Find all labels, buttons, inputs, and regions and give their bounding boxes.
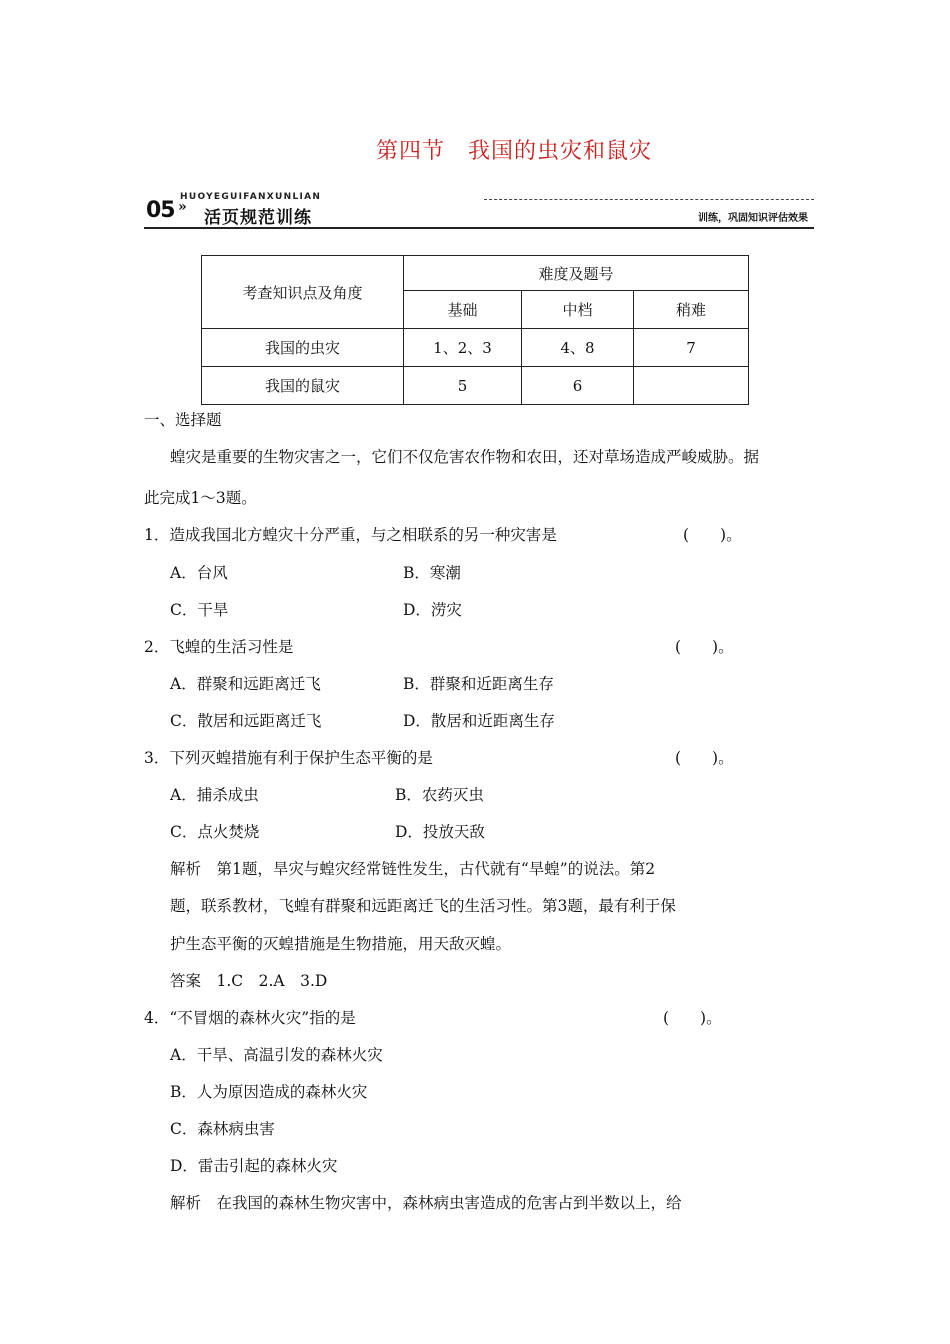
banner-dashed-line — [484, 199, 814, 200]
banner-name: 活页规范训练 — [204, 208, 312, 228]
table-cell-basic: 1、2、3 — [404, 329, 522, 367]
question-4-stem: 4．“不冒烟的森林火灾”指的是 — [144, 1009, 356, 1027]
table-cell-medium: 4、8 — [522, 329, 634, 367]
question-1-option-d: D．涝灾 — [403, 601, 462, 619]
question-1-stem: 1．造成我国北方蝗灾十分严重，与之相联系的另一种灾害是 — [144, 526, 557, 544]
table-cell-hard: 7 — [634, 329, 749, 367]
question-1-option-a: A．台风 — [170, 564, 228, 582]
question-2-stem: 2．飞蝗的生活习性是 — [144, 638, 294, 656]
question-2-option-b: B．群聚和近距离生存 — [403, 675, 554, 693]
banner-rule — [144, 227, 814, 229]
table-cell-hard — [634, 367, 749, 405]
banner-pinyin: HUOYEGUIFANXUNLIAN — [180, 192, 322, 202]
question-1-option-c: C．干旱 — [170, 601, 229, 619]
table-cell-topic: 我国的虫灾 — [202, 329, 404, 367]
banner-number: 05 — [146, 198, 175, 223]
question-3-option-c: C．点火焚烧 — [170, 823, 260, 841]
question-1-answer-blank: ( )。 — [683, 526, 742, 544]
question-2-answer-blank: ( )。 — [675, 638, 734, 656]
question-2-option-a: A．群聚和远距离迁飞 — [170, 675, 321, 693]
table-row — [202, 329, 749, 367]
answer-line: 答案 1.C 2.A 3.D — [170, 972, 328, 990]
analysis-line: 题，联系教材，飞蝗有群聚和远距离迁飞的生活习性。第3题，最有利于保 — [170, 897, 676, 915]
question-3-answer-blank: ( )。 — [675, 749, 734, 767]
table-cell-basic: 5 — [404, 367, 522, 405]
question-1-option-b: B．寒潮 — [403, 564, 461, 582]
intro-line: 此完成1～3题。 — [144, 489, 257, 507]
knowledge-table — [201, 255, 749, 405]
question-3-option-b: B．农药灭虫 — [395, 786, 484, 804]
chevron-icon: » — [178, 199, 187, 215]
question-4-answer-blank: ( )。 — [663, 1009, 722, 1027]
table-cell-topic: 我国的鼠灾 — [202, 367, 404, 405]
question-4-option-d: D．雷击引起的森林火灾 — [170, 1157, 338, 1175]
section-heading: 一、选择题 — [144, 411, 222, 429]
page-title: 第四节 我国的虫灾和鼠灾 — [376, 139, 653, 164]
question-4-option-a: A．干旱、高温引发的森林火灾 — [170, 1046, 383, 1064]
question-3-option-d: D．投放天敌 — [395, 823, 485, 841]
analysis-line: 解析 第1题，旱灾与蝗灾经常链性发生，古代就有“旱蝗”的说法。第2 — [170, 860, 656, 878]
section-banner — [144, 194, 814, 230]
question-3-option-a: A．捕杀成虫 — [170, 786, 259, 804]
table-header-difficulty: 难度及题号 — [404, 256, 749, 291]
table-header-medium: 中档 — [522, 291, 634, 329]
question-2-option-c: C．散居和远距离迁飞 — [170, 712, 322, 730]
table-header-hard: 稍难 — [634, 291, 749, 329]
table-header-topic: 考查知识点及角度 — [202, 256, 404, 329]
question-3-stem: 3．下列灭蝗措施有利于保护生态平衡的是 — [144, 749, 433, 767]
analysis-line: 护生态平衡的灭蝗措施是生物措施，用天敌灭蝗。 — [170, 935, 512, 953]
question-4-option-b: B．人为原因造成的森林火灾 — [170, 1083, 368, 1101]
question-4-option-c: C．森林病虫害 — [170, 1120, 275, 1138]
table-cell-medium: 6 — [522, 367, 634, 405]
analysis-line: 解析 在我国的森林生物灾害中，森林病虫害造成的危害占到半数以上，给 — [170, 1194, 682, 1212]
question-2-option-d: D．散居和近距离生存 — [403, 712, 555, 730]
banner-slogan: 训练，巩固知识评估效果 — [698, 213, 808, 224]
table-row — [202, 367, 749, 405]
table-header-basic: 基础 — [404, 291, 522, 329]
intro-line: 蝗灾是重要的生物灾害之一，它们不仅危害农作物和农田，还对草场造成严峻威胁。据 — [170, 448, 760, 466]
